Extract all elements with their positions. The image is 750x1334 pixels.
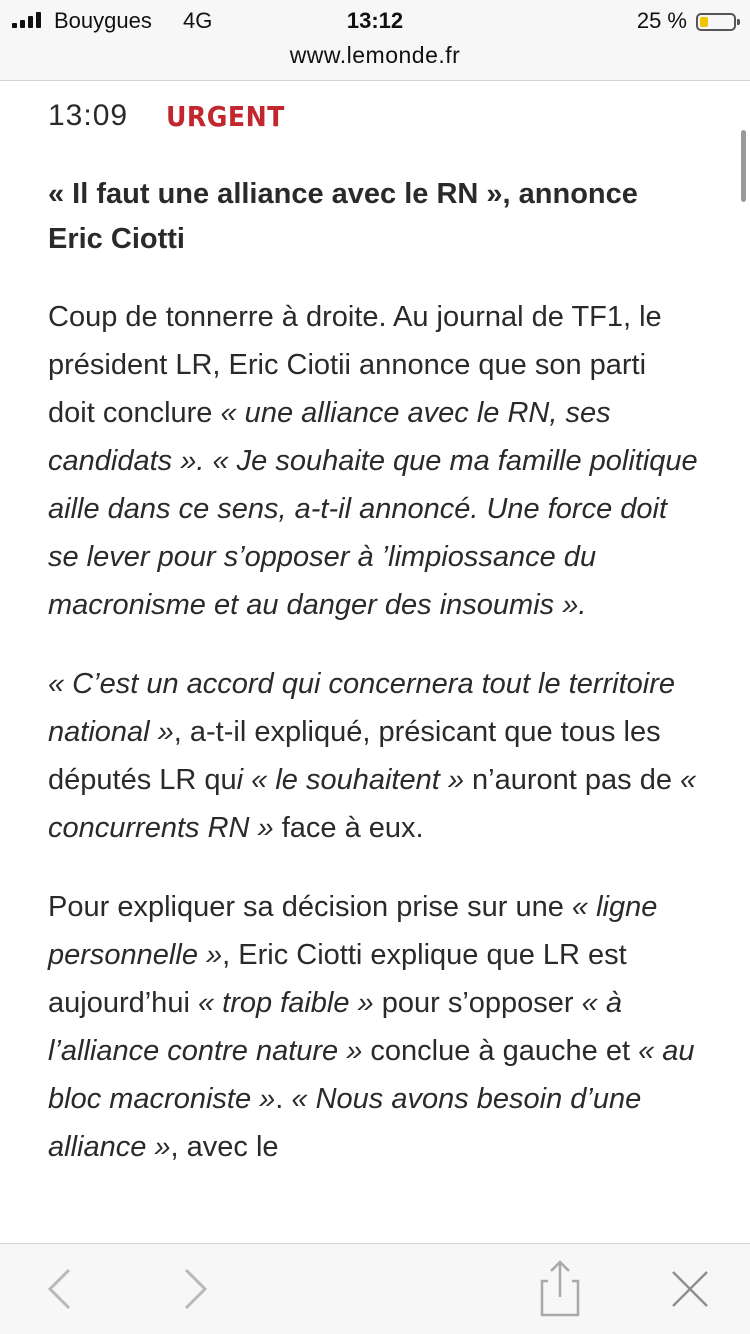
quote-segment: « une alliance avec le RN, ses candidats ». « Je souhaite que ma famille politique aille dans ce sens, a-t-il annoncé. Une force doit se lever pour s’opposer à ’limpiossance du macronisme et au danger des insoumis ». bbox=[48, 397, 698, 621]
share-icon bbox=[538, 1259, 582, 1319]
page-scrollbar[interactable] bbox=[741, 130, 746, 202]
status-bar bbox=[0, 6, 750, 36]
post-title: « Il faut une alliance avec le RN », annonce Eric Ciotti bbox=[48, 178, 638, 255]
quote-segment: « à l’alliance contre nature » bbox=[48, 987, 622, 1067]
post-time: 13:09 bbox=[48, 99, 129, 132]
share-button[interactable] bbox=[525, 1244, 595, 1334]
paragraph-3 bbox=[48, 883, 698, 1171]
forward-button[interactable] bbox=[165, 1244, 225, 1334]
urgent-badge: URGENT bbox=[166, 99, 285, 133]
post-meta bbox=[48, 96, 698, 136]
chevron-right-icon bbox=[180, 1267, 210, 1311]
text-segment: conclue à gauche et bbox=[362, 1035, 639, 1067]
live-post bbox=[48, 96, 698, 1171]
network-type: 4G bbox=[183, 8, 213, 33]
close-tab-button[interactable] bbox=[660, 1244, 720, 1334]
battery-icon bbox=[696, 13, 736, 31]
battery-level-fill bbox=[700, 17, 708, 27]
text-segment: , Eric Ciotti explique que LR est aujourd’hui bbox=[48, 939, 627, 1019]
close-icon bbox=[670, 1269, 710, 1309]
quote-segment: « au bloc macroniste » bbox=[48, 1035, 695, 1115]
address-bar[interactable]: www.lemonde.fr bbox=[289, 42, 461, 68]
browser-toolbar bbox=[0, 1243, 750, 1334]
text-segment: , a-t-il expliqué, présicant que tous les députés LR qu bbox=[48, 716, 661, 796]
status-time: 13:12 bbox=[346, 8, 404, 33]
quote-segment: i « le souhaitent » bbox=[236, 764, 464, 796]
browser-header bbox=[0, 0, 750, 81]
back-button[interactable] bbox=[30, 1244, 90, 1334]
quote-segment: « C’est un accord qui concernera tout le territoire national » bbox=[48, 668, 676, 748]
text-segment: pour s’opposer bbox=[373, 987, 582, 1019]
text-segment: n’auront pas de bbox=[463, 764, 681, 796]
quote-segment: « trop faible » bbox=[197, 987, 374, 1019]
quote-segment: « ligne personnelle » bbox=[48, 891, 658, 971]
text-segment: , avec le bbox=[170, 1131, 279, 1163]
text-segment: Pour expliquer sa décision prise sur une bbox=[48, 891, 572, 923]
text-segment: Coup de tonnerre à droite. Au journal de TF1, le président LR, Eric Ciotii annonce que son parti doit conclure bbox=[48, 301, 662, 429]
chevron-left-icon bbox=[45, 1267, 75, 1311]
text-segment: . bbox=[275, 1083, 292, 1115]
battery-percent: 25 % bbox=[636, 8, 687, 33]
text-segment: face à eux. bbox=[273, 812, 424, 844]
paragraph-1 bbox=[48, 293, 698, 629]
paragraph-2 bbox=[48, 660, 698, 852]
carrier-name: Bouygues bbox=[54, 8, 152, 33]
quote-segment: « Nous avons besoin d’une alliance » bbox=[48, 1083, 642, 1163]
quote-segment: « concurrents RN » bbox=[48, 764, 697, 844]
